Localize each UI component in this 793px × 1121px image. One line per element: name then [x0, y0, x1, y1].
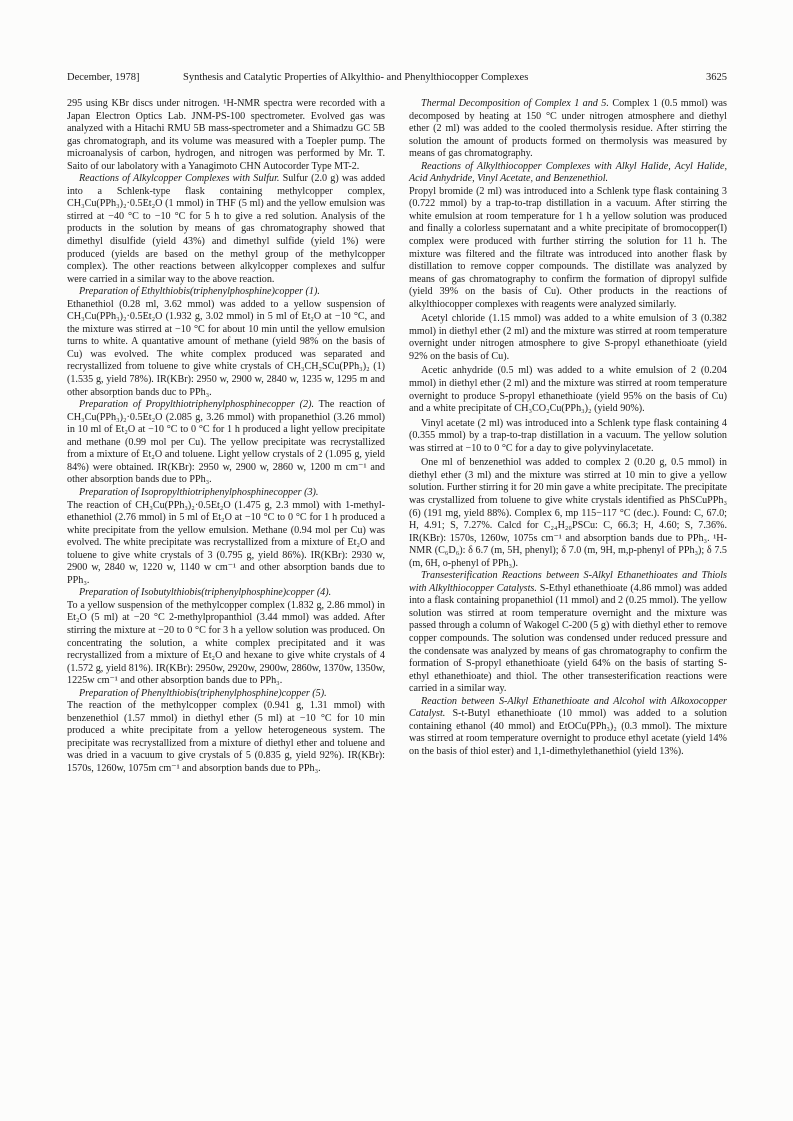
paragraph: Propyl bromide (2 ml) was introduced into a Schlenk type flask containing 3 (0.722 mmol) by a trap-to-trap distillation in a vacuum. After stirring the white emulsion at room temperature for 1 h a yellow solution was produced and finally a colorless supernatant and a white precipitate of bromocopper(I) complex were produced with further stirring the solution for 11 h. The mixture was filtered and the filtrate was introduced into another flask by distillation to remove copper compounds. The distillate was analyzed by means of gas chromatography to confirm the formation of dipropyl sulfide (yield 39% on the basis of Cu). Other products in the reactions of alkylthiocopper complexes with reagents were analyzed similarly.: [409, 185, 727, 310]
section-heading: Preparation of Propylthiotriphenylphosphinecopper (2).: [79, 399, 314, 411]
header-title: Synthesis and Catalytic Properties of Alkylthio- and Phenylthiocopper Complexes: [183, 72, 529, 83]
paragraph: Acetic anhydride (0.5 ml) was added to a white emulsion of 2 (0.204 mmol) in diethyl ether (2 ml) and the mixture was stirred at room temperature overnight to produce S-propyl ethanethioate (yield 95% on the basis of Cu) and a white precipitate of CH₃CO₂Cu(PPh₃)₂ (yield 90%).: [409, 365, 727, 415]
section-heading: Reactions of Alkylcopper Complexes with Sulfur.: [79, 173, 280, 185]
paragraph: One ml of benzenethiol was added to complex 2 (0.20 g, 0.5 mmol) in diethyl ether (3 ml) and the mixture was stirred at 10 min to give a yellow solution. Further stirring it for 20 min gave a white precipitate. The precipitate was crystallized from toluene to give white crystals identified as PhSCuPPh₃ (6) (191 mg, yield 88%). Complex 6, mp 115−117 °C (dec.). Found: C, 67.0; H, 4.91; S, 7.27%. Calcd for C₂₄H₂₀PSCu: C, 66.3; H, 4.60; S, 7.36%. IR(KBr): 1570s, 1260w, 1075s cm⁻¹ and absorption bands due to PPh₃. ¹H-NMR (C₆D₆): δ 6.7 (m, 5H, phenyl); δ 7.0 (m, 9H, m,p-phenyl of PPh₃); δ 7.5 (m, 6H, o-phenyl of PPh₃).: [409, 457, 727, 569]
section-heading: Preparation of Phenylthiobis(triphenylphosphine)copper (5).: [79, 687, 327, 699]
paragraph: [409, 696, 727, 759]
paragraph: To a yellow suspension of the methylcopper complex (1.832 g, 2.86 mmol) in Et₂O (5 ml) at −20 °C 2-methylpropanthiol (3.44 mmol) was added. After stirring the mixture at −20 to 0 °C for 3 h a yellow solution was produced. On concentrating the solution, a white complex precipitated and it was recrystallized from a mixture of Et₂O and hexane to give white crystals of 4 (1.572 g, yield 81%). IR(KBr): 2950w, 2920w, 2900w, 2860w, 1370w, 1350w, 1225w cm⁻¹ and other absorption bands due to PPh₃.: [67, 599, 385, 687]
paragraph: Vinyl acetate (2 ml) was introduced into a Schlenk type flask containing 4 (0.355 mmol) by a trap-to-trap distillation in a vacuum. The yellow solution was stirred at −10 to 0 °C for a day to give polyvinylacetate.: [409, 417, 727, 454]
section-heading: Preparation of Isopropylthiotriphenylphosphinecopper (3).: [79, 486, 319, 498]
paragraph-body: The reaction of CH₃Cu(PPh₃)₂·0.5Et₂O (2.085 g, 3.26 mmol) with propanethiol (3.26 mmol) in 10 ml of Et₂O at −10 °C to 0 °C for 1 h produced a light yellow precipitate and methane (0.99 mol per Cu). The yellow precipitate was recrystallized from a mixture of Et₂O and toluene. Light yellow crystals of 2 (1.095 g, yield 84%) were obtained. IR(KBr): 2950 w, 2900 w, 2860 w, 1200 m cm⁻¹ and other absorption bands due to PPh₃.: [67, 399, 385, 486]
paragraph: [67, 173, 385, 286]
section-heading: Transesterification Reactions between S-Alkyl Ethanethioates and Thiols with Alkylthiocopper Catalysts.: [409, 570, 727, 594]
left-column: [67, 98, 385, 776]
paragraph: [409, 570, 727, 695]
paragraph-body: S-t-Butyl ethanethioate (10 mmol) was added to a solution containing ethanol (40 mmol) and EtOCu(PPh₃)₂ (0.3 mmol). The mixture was stirred at room temperature overnight to produce ethyl acetate (yield 14% on the basis of thiol ester) and 1,1-dimethylethanethiol (yield 13%).: [409, 708, 727, 757]
paragraph: [67, 399, 385, 487]
paragraph: [409, 98, 727, 161]
section-heading: Reactions of Alkylthiocopper Complexes with Alkyl Halide, Acyl Halide, Acid Anhydride, Vinyl Acetate, and Benzenethiol.: [409, 160, 727, 185]
section-heading: Reaction between S-Alkyl Ethanethioate and Alcohol with Alkoxocopper Catalyst.: [409, 695, 727, 720]
paragraph-body: S-Ethyl ethanethioate (4.86 mmol) was added into a flask containing propanethiol (11 mmol) and 2 (0.25 mmol). The yellow solution was stirred at room temperature overnight and the mixture was passed through a column of Wakogel C-200 (5 g) with diethyl ether to remove copper compounds. The solution was condensed under reduced pressure and the condensate was analyzed by means of gas chromatography to confirm the formation of S-propyl ethanethioate (yield 64% on the basis of starting S-ethyl ethanethioate) and thiol. The other transesterification reactions were carried in a similar way.: [409, 582, 728, 695]
paragraph-body: Complex 1 (0.5 mmol) was decomposed by heating at 150 °C under nitrogen atmosphere and diethyl ether (2 ml) was added to the cooled thermolysis residue. After stirring the solution the amount of products formed on thermolysis was measured by means of gas chromatography.: [409, 98, 727, 160]
paragraph: The reaction of CH₃Cu(PPh₃)₂·0.5Et₂O (1.475 g, 2.3 mmol) with 1-methyl-ethanethiol (2.76 mmol) in 5 ml of Et₂O at −10 °C to 0 °C for 1 h produced a white precipitate from the yellow emulsion. Methane (0.94 mol per Cu) was evolved. The white precipitate was recrystallized from a mixture of Et₂O and toluene to give white crystals of 3 (0.795 g, yield 86%). IR(KBr): 2930 w, 2900 w, 2840 w, 1220 w, 1140 w cm⁻¹ and other absorption bands due to PPh₃.: [67, 499, 385, 586]
paragraph: Acetyl chloride (1.15 mmol) was added to a white emulsion of 3 (0.382 mmol) in diethyl ether (2 ml) and the mixture was stirred at room temperature overnight under nitrogen atmosphere to give S-propyl ethanethioate (yield 92% on the basis of Cu).: [409, 313, 727, 362]
section-heading: Thermal Decomposition of Complex 1 and 5.: [421, 98, 609, 109]
paragraph: The reaction of the methylcopper complex (0.941 g, 1.31 mmol) with benzenethiol (1.57 mmol) in diethyl ether (5 ml) at −10 °C for 10 min produced a white precipitate from a yellow heterogeneous system. The precipitate was recrystallized from a mixture of diethyl ether and toluene and was dried in a vacuum to give crystals of 5 (0.835 g, yield 92%). IR(KBr): 1570s, 1260w, 1075m cm⁻¹ and absorption bands due to PPh₃.: [67, 700, 385, 774]
page-number: 3625: [706, 72, 727, 83]
paragraph: Ethanethiol (0.28 ml, 3.62 mmol) was added to a yellow suspension of CH₃Cu(PPh₃)₂·0.5Et₂O (1.932 g, 3.02 mmol) in 5 ml of Et₂O at −10 °C, and the mixture was stirred at −10 °C for about 10 min until the yellow emulsion turns to white. A quantative amount of methane (yield 98% on the basis of Cu) was evolved. The white complex produced was separated and recrystallized from toluene to give white crystals of CH₃CH₂SCu(PPh₃)₂ (1) (1.535 g, yield 78%). IR(KBr): 2950 w, 2900 w, 2840 w, 1235 w, 1295 m and other absorption bands duc to PPh₃.: [67, 298, 385, 398]
paragraph: 295 using KBr discs under nitrogen. ¹H-NMR spectra were recorded with a Japan Electron Optics Lab. JNM-PS-100 spectrometer. Evolved gas was analyzed with a Hitachi RMU 5B mass-spectrometer and a Shimadzu GC 5B gas chromatograph, and its volume was measured with a Toepler pump. The microanalysis of carbon, hydrogen, and nitrogen was performed by Mr. T. Saito of our labolatory with a Yanagimoto CHN Autocorder Type MT-2.: [67, 98, 385, 172]
section-heading: Preparation of Isobutylthiobis(triphenylphosphine)copper (4).: [79, 587, 332, 599]
header-date: December, 1978]: [67, 72, 140, 83]
section-heading: Preparation of Ethylthiobis(triphenylphosphine)copper (1).: [79, 286, 320, 298]
right-column: [409, 98, 727, 758]
paragraph-body: Sulfur (2.0 g) was added into a Schlenk-type flask containing methylcopper complex, CH₃Cu(PPh₃)₂·0.5Et₂O (1 mmol) in THF (5 ml) and the yellow emulsion was stirred at −40 °C to −10 °C for 5 h to give a red solution. Analysis of the products in the solution by means of gas chromatography showed that dimethyl disulfide (yield 43%) and dimethyl sulfide (yield 1%) were produced (yields are based on the methyl group of the methylcopper complex). The other reactions between alkylcopper complexes and sulfur were carried in a similar way to the above reaction.: [67, 173, 386, 285]
